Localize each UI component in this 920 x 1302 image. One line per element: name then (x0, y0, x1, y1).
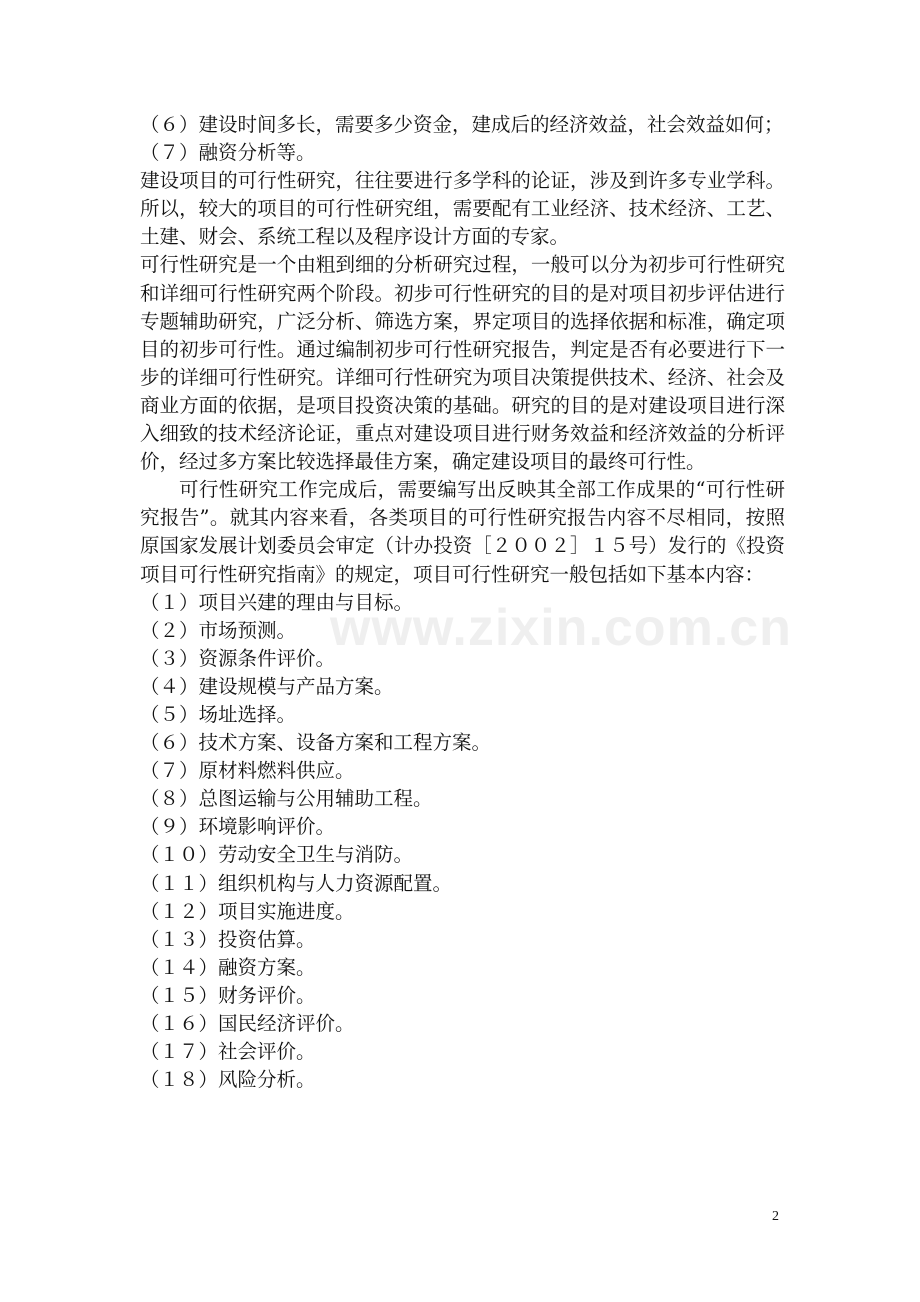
paragraph: （６）建设时间多长，需要多少资金，建成后的经济效益，社会效益如何； (140, 113, 784, 136)
paragraph: 建设项目的可行性研究，往往要进行多学科的论证，涉及到许多专业学科。所以，较大的项目的可行性研究组，需要配有工业经济、技术经济、工艺、土建、财会、系统工程以及程序设计方面的专家。 (140, 169, 785, 249)
list-item: （１５）财务评价。 (140, 983, 316, 1007)
document-body (140, 111, 785, 1094)
list-item: （１１）组织机构与人力资源配置。 (140, 871, 453, 895)
list-item: （１８）风险分析。 (140, 1068, 316, 1092)
list-item: （５）场址选择。 (140, 702, 297, 726)
list-item: （１２）项目实施进度。 (140, 899, 355, 923)
list-item: （８）总图运输与公用辅助工程。 (140, 787, 433, 811)
list-item: （１４）融资方案。 (140, 955, 316, 979)
list-item: （４）建设规模与产品方案。 (140, 674, 394, 698)
list-item: （１３）投资估算。 (140, 927, 316, 951)
page-number: 2 (772, 1209, 779, 1224)
list-item: （１）项目兴建的理由与目标。 (140, 590, 414, 614)
paragraph: 可行性研究工作完成后，需要编写出反映其全部工作成果的“可行性研究报告”。就其内容来看，各类项目的可行性研究报告内容不尽相同，按照原国家发展计划委员会审定（计办投资［２００２］１５号）发行的《投资项目可行性研究指南》的规定，项目可行性研究一般包括如下基本内容： (140, 478, 785, 586)
paragraph: （７）融资分析等。 (140, 141, 316, 165)
paragraph: 可行性研究是一个由粗到细的分析研究过程，一般可以分为初步可行性研究和详细可行性研究两个阶段。初步可行性研究的目的是对项目初步评估进行专题辅助研究，广泛分析、筛选方案，界定项目的选择依据和标准，确定项目的初步可行性。通过编制初步可行性研究报告，判定是否有必要进行下一步的详细可行性研究。详细可行性研究为项目决策提供技术、经济、社会及商业方面的依据，是项目投资决策的基础。研究的目的是对建设项目进行深入细致的技术经济论证，重点对建设项目进行财务效益和经济效益的分析评价，经过多方案比较选择最佳方案，确定建设项目的最终可行性。 (140, 253, 785, 474)
list-item: （６）技术方案、设备方案和工程方案。 (140, 731, 492, 755)
watermark: www.zixin.com.cn (330, 599, 792, 657)
list-item: （７）原材料燃料供应。 (140, 759, 355, 783)
list-item: （９）环境影响评价。 (140, 815, 336, 839)
list-item: （３）资源条件评价。 (140, 646, 336, 670)
list-item: （２）市场预测。 (140, 618, 297, 642)
list-item: （１７）社会评价。 (140, 1040, 316, 1064)
list-item: （１６）国民经济评价。 (140, 1012, 355, 1035)
list-item: （１０）劳动安全卫生与消防。 (140, 843, 414, 867)
